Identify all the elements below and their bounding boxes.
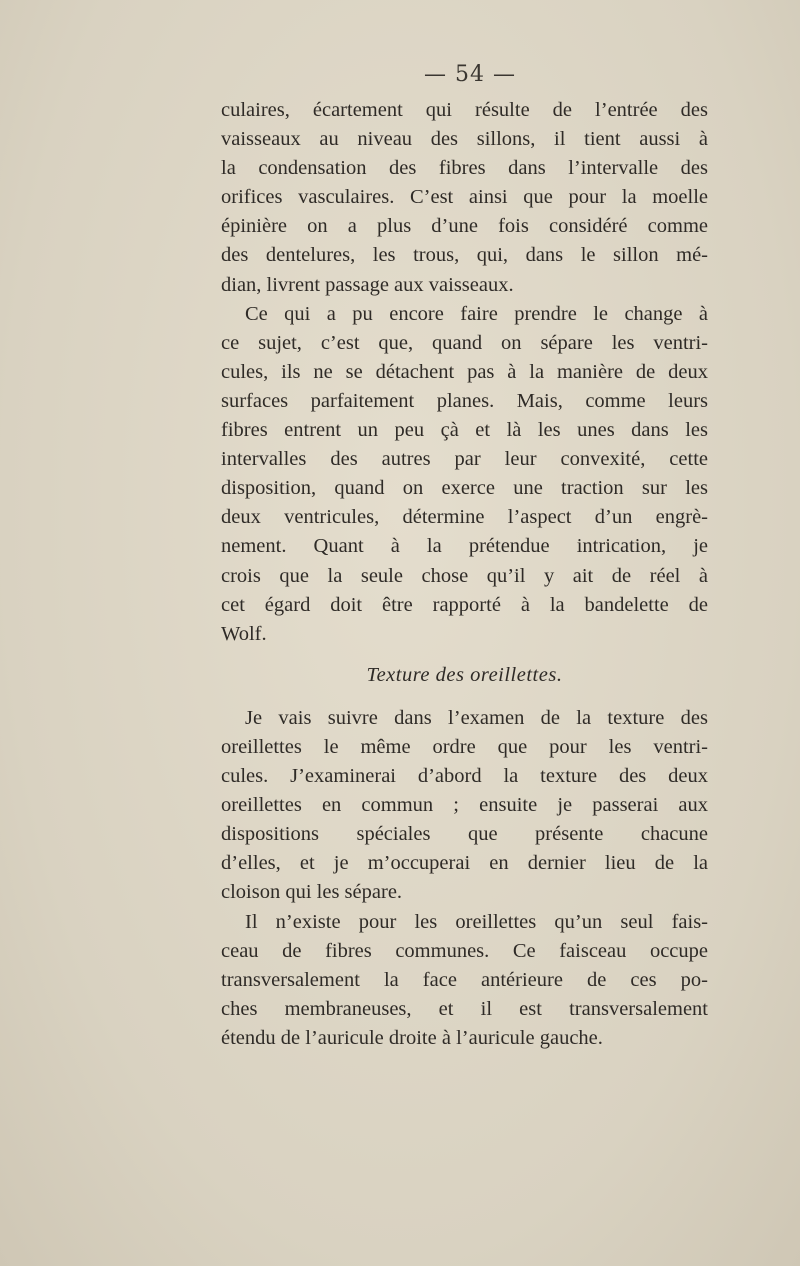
text-line: culaires, écartement qui résulte de l’entrée des (221, 99, 708, 121)
text-line: dispositions spéciales que présente chacune (221, 823, 708, 846)
text-line: crois que la seule chose qu’il y ait de réel à (221, 564, 708, 587)
text-line: Il n’existe pour les oreillettes qu’un seul fais- (245, 910, 708, 933)
text-line: nement. Quant à la prétendue intrication, je (221, 535, 708, 558)
section-heading: Texture des oreillettes. (366, 663, 563, 686)
text-line: deux ventricules, détermine l’aspect d’un engrè- (221, 506, 708, 529)
text-line: Wolf. (221, 622, 267, 645)
text-line: intervalles des autres par leur convexité, cette (221, 448, 708, 471)
page-number: — 54 — (424, 62, 516, 87)
text-line: oreillettes en commun ; ensuite je passerai aux (221, 794, 708, 817)
text-line: surfaces parfaitement planes. Mais, comme leurs (221, 389, 708, 412)
text-line: cloison qui les sépare. (221, 881, 403, 904)
text-line: étendu de l’auricule droite à l’auricule gauche. (221, 1026, 603, 1049)
text-line: épinière on a plus d’une fois considéré comme (221, 215, 708, 238)
text-line: cules, ils ne se détachent pas à la manière de deux (221, 360, 708, 383)
text-line: des dentelures, les trous, qui, dans le sillon mé- (221, 244, 708, 267)
text-line: Ce qui a pu encore faire prendre le change à (245, 302, 708, 325)
text-line: fibres entrent un peu çà et là les unes dans les (221, 419, 708, 442)
text-line: dian, livrent passage aux vaisseaux. (221, 273, 514, 296)
text-line: oreillettes le même ordre que pour les ventri- (221, 735, 708, 758)
text-line: transversalement la face antérieure de ces po- (221, 968, 708, 991)
text-line: ceau de fibres communes. Ce faisceau occupe (221, 939, 708, 962)
text-line: ches membraneuses, et il est transversalement (221, 997, 708, 1020)
text-line: vaisseaux au niveau des sillons, il tient aussi à (221, 128, 708, 151)
text-line: d’elles, et je m’occuperai en dernier lieu de la (221, 852, 708, 875)
text-line: cules. J’examinerai d’abord la texture des deux (221, 765, 708, 788)
text-line: orifices vasculaires. C’est ainsi que pour la moelle (221, 186, 708, 209)
text-line: ce sujet, c’est que, quand on sépare les ventri- (221, 331, 708, 354)
text-line: disposition, quand on exerce une traction sur les (221, 477, 708, 500)
body-text (221, 96, 708, 1053)
text-line: cet égard doit être rapporté à la bandelette de (221, 593, 708, 616)
text-line: Je vais suivre dans l’examen de la texture des (245, 706, 708, 729)
text-line: la condensation des fibres dans l’intervalle des (221, 157, 708, 180)
